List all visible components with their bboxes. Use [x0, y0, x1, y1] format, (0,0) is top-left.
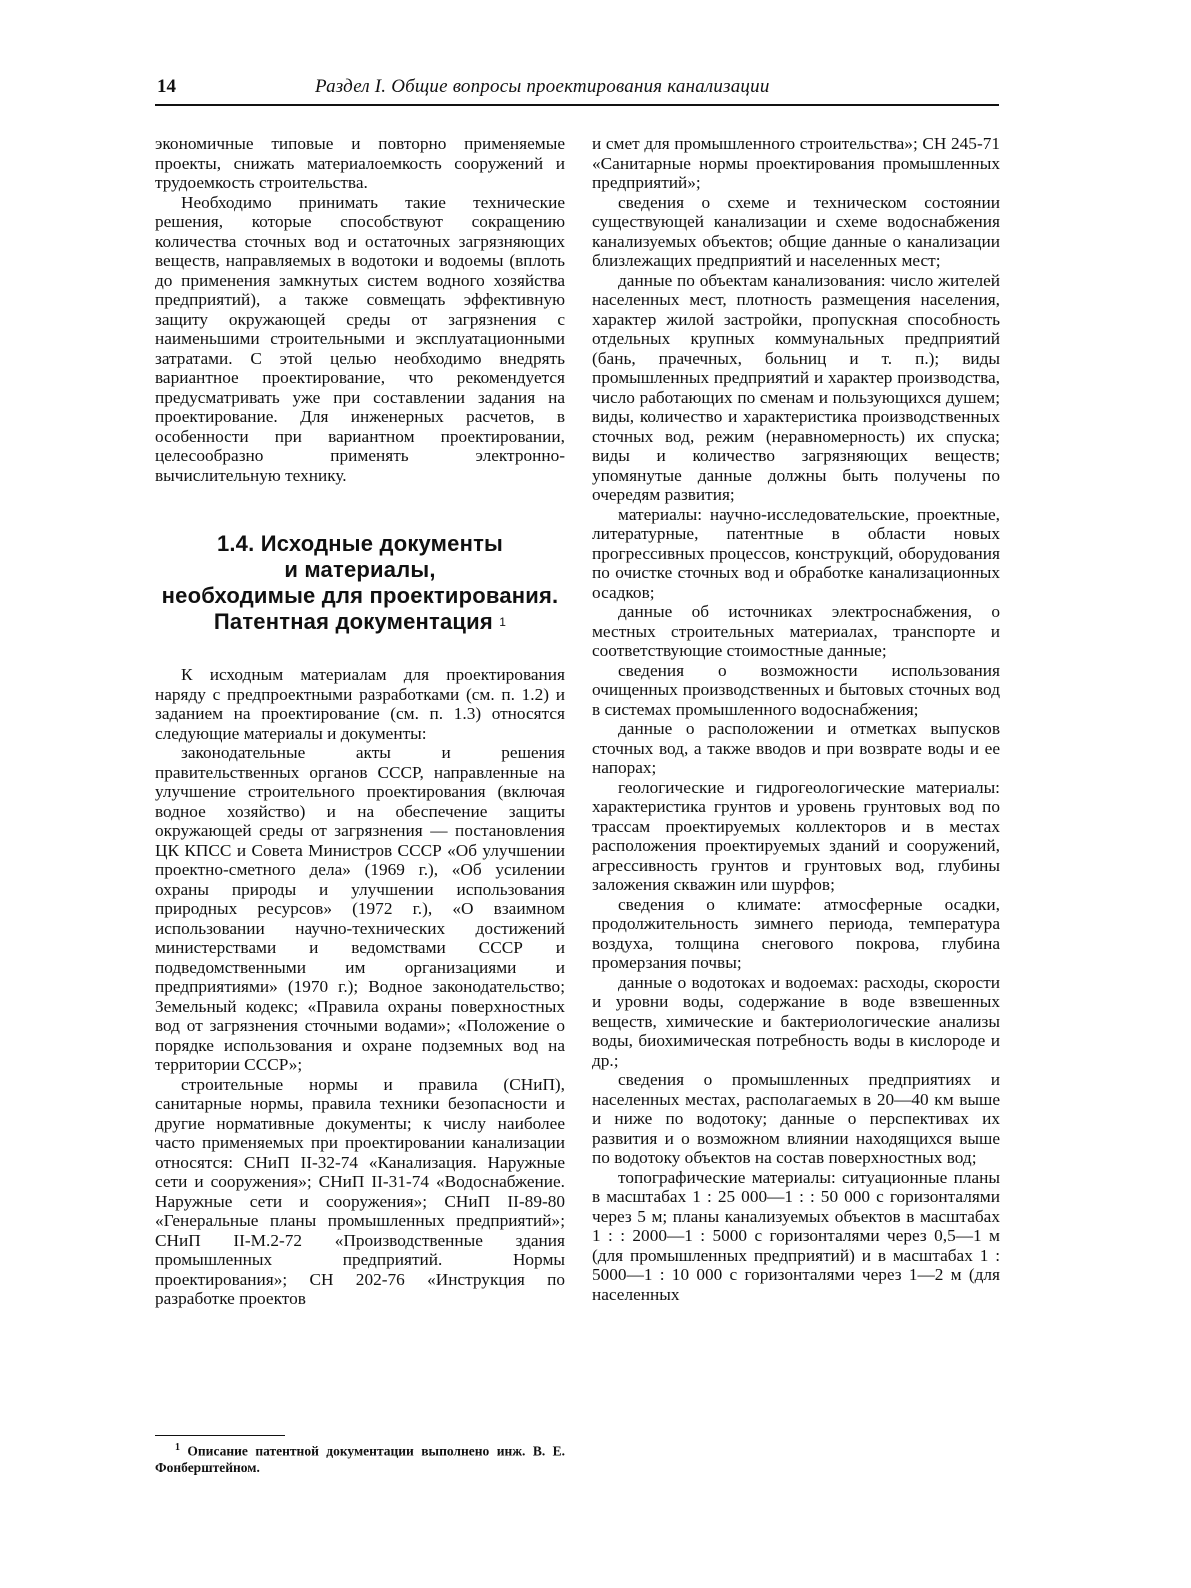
footnote-mark: 1: [175, 1442, 180, 1453]
paragraph-source-materials: К исходным материалам для проектирования наряду с предпроектными разработками (см. п. 1.2) и заданием на проектирование (см. п. 1.3) относятся следующие материалы и документы:: [155, 665, 565, 743]
list-item-water-reuse: сведения о возможности использования очищенных производственных и бытовых сточных вод в системах промышленного водоснабжения;: [592, 660, 1000, 719]
footnote-divider: [155, 1435, 285, 1436]
page-number: 14: [157, 76, 176, 97]
list-item-outlets: данные о расположении и отметках выпусков сточных вод, а также вводов и при возврате воды и ее напорах;: [592, 719, 1000, 777]
list-item-power-supply: данные об источниках электроснабжения, о местных строительных материалах, транспорте и соответствующие стоимостные данные;: [592, 602, 1000, 660]
paragraph-right-continued: и смет для промышленного строительства»; СН 245-71 «Санитарные нормы проектирования промышленных предприятий»;: [592, 134, 1000, 192]
paragraph-legislative-acts: законодательные акты и решения правительственных органов СССР, направленные на улучшение строительного проектирования (включая водное хозяйство) и на обеспечение защиты окружающей среды от загрязнения — постановления ЦК КПСС и Совета Министров СССР «Об улучшении проектно-сметного дела» (1969 г.), «Об усилении охраны природы и улучшении использования природных ресурсов» (1972 г.), «О взаимном использовании научно-технических достижений министерствами и ведомствами СССР и подведомственными им организациями и предприятиями» (1970 г.); Водное законодательство; Земельный кодекс; «Правила охраны поверхностных вод от загрязнения сточными водами»; «Положение о порядке использования и охране подземных вод на территории СССР»;: [155, 743, 565, 1074]
heading-line-last: [155, 609, 565, 635]
footnote: [155, 1440, 565, 1476]
footnote-reference: 1: [499, 615, 507, 629]
paragraph-technical-solutions: Необходимо принимать такие технические решения, которые способствуют сокращению количества сточных вод и остаточных загрязняющих веществ, направляемых в водотоки и водоемы (вплоть до применения замкнутых систем водного хозяйства предприятий), а также совмещать эффективную защиту окружающей среды от загрязнения с наименьшими строительными и эксплуатационными затратами. С этой целью необходимо внедрять вариантное проектирование, что рекомендуется предусматривать уже при составлении задания на проектирование. Для инженерных расчетов, в особенности при вариантном проектировании, целесообразно применять электронно-вычислительную технику.: [155, 192, 565, 485]
paragraph-intro-continued: экономичные типовые и повторно применяемые проекты, снижать материалоемкость сооружений и трудоемкость строительства.: [155, 134, 565, 192]
heading-line: Патентная документация: [213, 609, 493, 634]
heading-line: 1.4. Исходные документы: [216, 531, 504, 556]
list-item-sewerage-scheme: сведения о схеме и техническом состоянии существующей канализации и схеме водоснабжения канализуемых объектов; общие данные о канализации близлежащих предприятий и населенных мест;: [592, 192, 1000, 270]
left-column: [155, 134, 565, 1309]
list-item-geology: геологические и гидрогеологические материалы: характеристика грунтов и уровень грунтовых вод по трассам проектируемых коллекторов и в местах расположения проектируемых зданий и сооружений, агрессивность грунтов и грунтовых вод, глубины заложения скважин или шурфов;: [592, 777, 1000, 894]
running-title: Раздел I. Общие вопросы проектирования канализации: [315, 76, 770, 97]
paragraph-building-norms: строительные нормы и правила (СНиП), санитарные нормы, правила техники безопасности и другие нормативные документы; к числу наиболее часто применяемых при проектировании канализации относятся: СНиП II-32-74 «Канализация. Наружные сети и сооружения»; СНиП II-31-74 «Водоснабжение. Наружные сети и сооружения»; СНиП II-89-80 «Генеральные планы промышленных предприятий»; СНиП II-М.2-72 «Производственные здания промышленных предприятий. Нормы проектирования»; СН 202-76 «Инструкция по разработке проектов: [155, 1074, 565, 1308]
list-item-industrial-sites: сведения о промышленных предприятиях и населенных местах, располагаемых в 20—40 км выше и ниже по водотоку; данные о перспективах их развития и о возможном влиянии находящихся выше по водотоку объектов на состав поверхностных вод;: [592, 1070, 1000, 1167]
list-item-research-materials: материалы: научно-исследовательские, проектные, литературные, патентные в области новых прогрессивных процессов, конструкций, оборудования по очистке сточных вод и обработке канализационных осадков;: [592, 504, 1000, 602]
list-item-water-bodies: данные о водотоках и водоемах: расходы, скорости и уровни воды, содержание в воде взвешенных веществ, химические и бактериологические анализы воды, биохимическая потребность воды в кислороде и др.;: [592, 972, 1000, 1070]
right-column: [592, 134, 1000, 1304]
heading-line: необходимые для проектирования.: [161, 583, 559, 608]
footnote-text: Описание патентной документации выполнено инж. В. Е. Фонберштейном.: [155, 1443, 565, 1475]
list-item-topography: топографические материалы: ситуационные планы в масштабах 1 : 25 000—1 : : 50 000 с горизонталями через 5 м; планы канализуемых объектов в масштабах 1 : : 2000—1 : 5000 с горизонталями через 0,5—1 м (для промышленных предприятий) и в масштабах 1 : 5000—1 : 10 000 с горизонталями через 1—2 м (для населенных: [592, 1167, 1000, 1304]
list-item-climate: сведения о климате: атмосферные осадки, продолжительность зимнего периода, температура воздуха, толщина снегового покрова, глубина промерзания почвы;: [592, 894, 1000, 972]
heading-line: и материалы,: [284, 557, 436, 582]
page-header: [155, 74, 999, 106]
list-item-sewerage-objects: данные по объектам канализования: число жителей населенных мест, плотность размещения населения, характер жилой застройки, пропускная способность отдельных крупных коммунальных предприятий (бань, прачечных, больниц и т. п.); виды промышленных предприятий и характер производства, число работающих по сменам и пользующихся душем; виды, количество и характеристика производственных сточных вод, режим (неравномерность) их спуска; виды и количество загрязняющих веществ; упомянутые данные должны быть получены по очередям развития;: [592, 270, 1000, 504]
section-heading: [155, 531, 565, 635]
